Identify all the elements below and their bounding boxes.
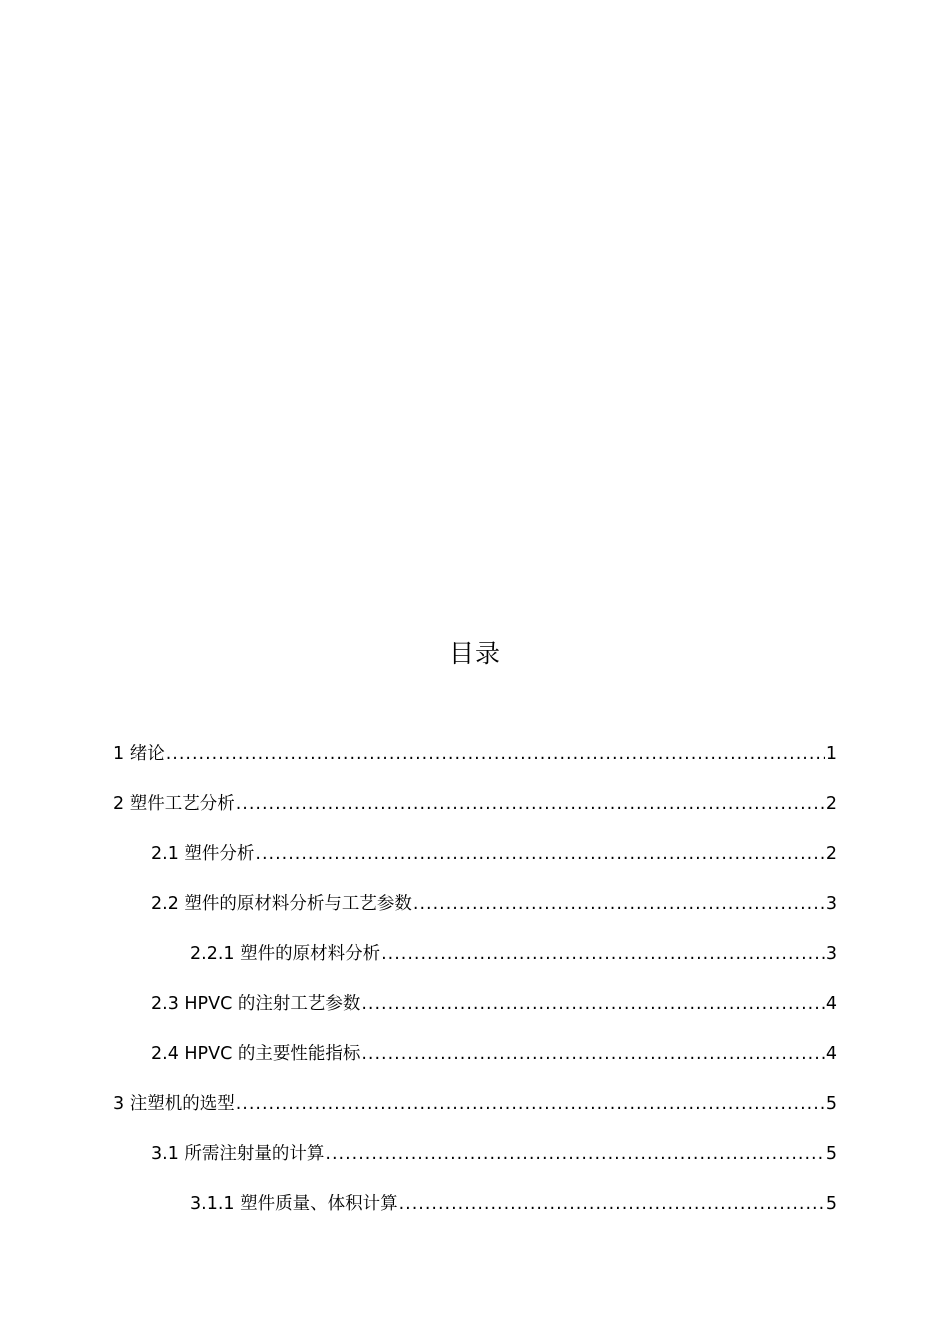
toc-entry-label: 1 绪论 <box>113 744 165 764</box>
toc-dot-leader <box>255 829 824 879</box>
toc-page-number: 2 <box>825 844 837 864</box>
toc-dot-leader <box>413 879 825 929</box>
toc-entry-label: 2 塑件工艺分析 <box>113 794 235 814</box>
toc-page-number: 3 <box>825 894 837 914</box>
toc-dot-leader <box>381 929 825 979</box>
toc-entry-label: 2.2.1 塑件的原材料分析 <box>190 944 381 964</box>
toc-page-number: 5 <box>825 1144 837 1164</box>
toc-entry-3-1[interactable] <box>113 1129 837 1179</box>
toc-entry-2-4[interactable] <box>113 1029 837 1079</box>
toc-entry-1[interactable] <box>113 729 837 779</box>
toc-entry-label: 2.1 塑件分析 <box>151 844 255 864</box>
toc-entry-2-1[interactable] <box>113 829 837 879</box>
toc-list <box>113 729 837 1229</box>
toc-page-number: 3 <box>825 944 837 964</box>
toc-entry-label: 2.3 HPVC 的注射工艺参数 <box>151 994 361 1014</box>
toc-page-number: 4 <box>825 994 837 1014</box>
toc-entry-3-1-1[interactable] <box>113 1179 837 1229</box>
toc-page-number: 5 <box>825 1094 837 1114</box>
toc-entry-3[interactable] <box>113 1079 837 1129</box>
toc-entry-label: 3.1 所需注射量的计算 <box>151 1144 325 1164</box>
toc-page-number: 2 <box>825 794 837 814</box>
toc-entry-label: 2.2 塑件的原材料分析与工艺参数 <box>151 894 412 914</box>
toc-dot-leader <box>325 1129 824 1179</box>
toc-title: 目录 <box>448 639 501 668</box>
toc-entry-2[interactable] <box>113 779 837 829</box>
toc-dot-leader <box>399 1179 825 1229</box>
toc-dot-leader <box>236 779 825 829</box>
toc-entry-2-2[interactable] <box>113 879 837 929</box>
toc-dot-leader <box>361 1029 825 1079</box>
toc-dot-leader <box>361 979 825 1029</box>
toc-page-number: 4 <box>825 1044 837 1064</box>
toc-entry-label: 3 注塑机的选型 <box>113 1094 235 1114</box>
toc-dot-leader <box>236 1079 825 1129</box>
toc-entry-label: 3.1.1 塑件质量、体积计算 <box>190 1194 398 1214</box>
toc-entry-2-3[interactable] <box>113 979 837 1029</box>
toc-entry-2-2-1[interactable] <box>113 929 837 979</box>
toc-page-number: 1 <box>825 744 837 764</box>
toc-dot-leader <box>166 729 825 779</box>
toc-page-number: 5 <box>825 1194 837 1214</box>
toc-entry-label: 2.4 HPVC 的主要性能指标 <box>151 1044 361 1064</box>
